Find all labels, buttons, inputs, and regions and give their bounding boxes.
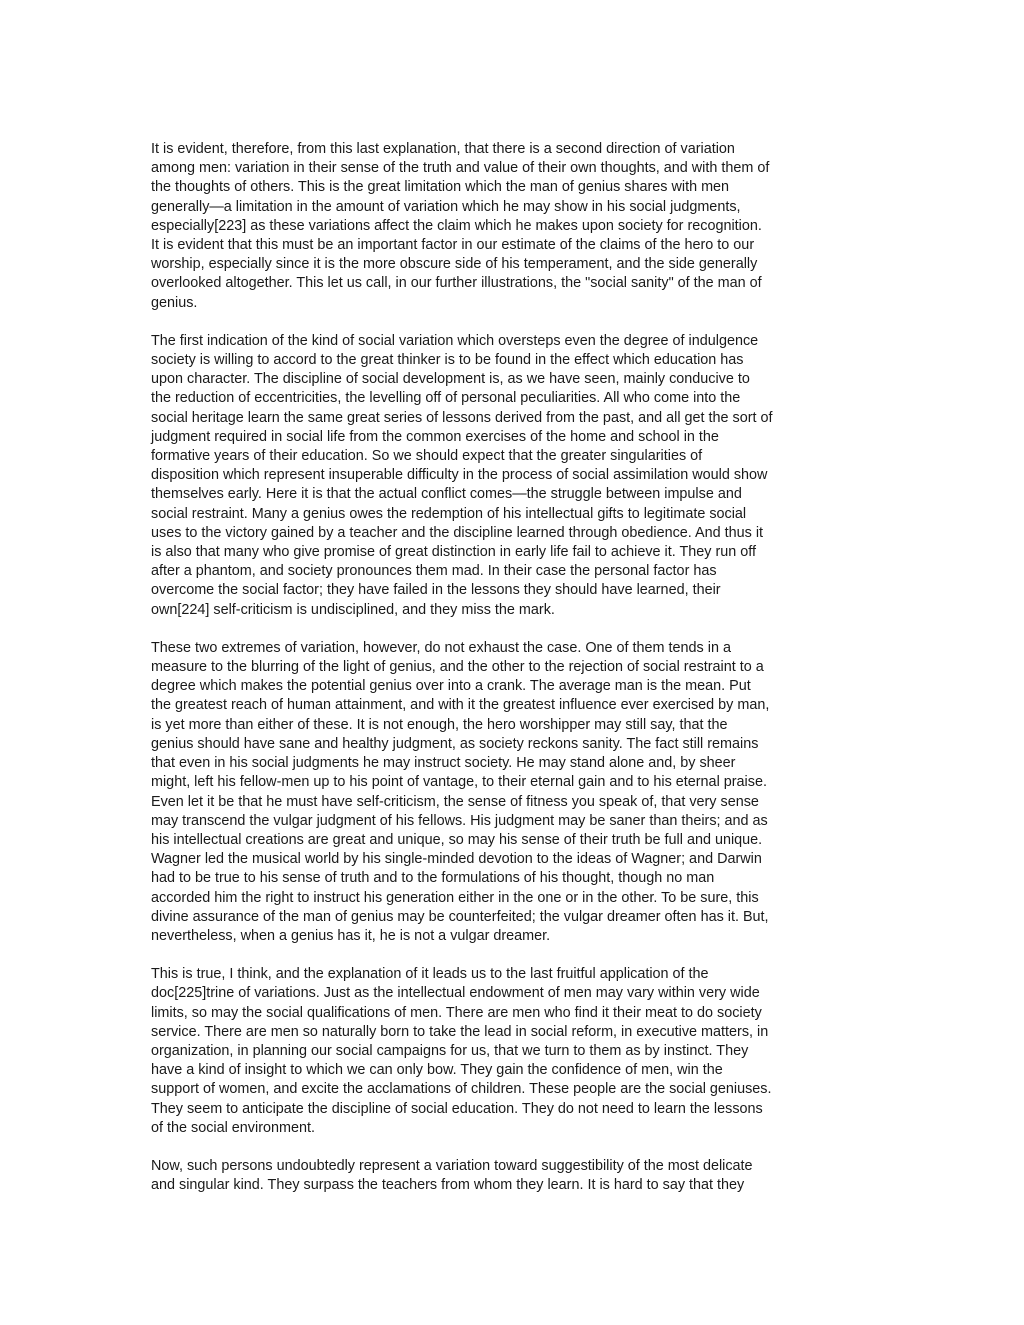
text-line: may transcend the vulgar judgment of his fellows. His judgment may be saner than theirs; and as (151, 812, 768, 829)
text-line: It is evident, therefore, from this last explanation, that there is a second direction of variation (151, 141, 735, 157)
document-body (151, 140, 881, 1214)
text-line: the thoughts of others. This is the great limitation which the man of genius shares with men (151, 179, 730, 196)
text-line: genius should have sane and healthy judgment, as society reckons sanity. The fact still remains (151, 735, 759, 752)
text-line: genius. (151, 294, 198, 311)
text-line: Even let it be that he must have self-criticism, the sense of fitness you speak of, that very sense (151, 793, 759, 810)
text-line: his intellectual creations are great and unique, so may his sense of their truth be full and unique. (151, 831, 763, 848)
text-line: organization, in planning our social campaigns for us, that we turn to them as by instinct. They (151, 1042, 749, 1059)
text-line: The first indication of the kind of social variation which oversteps even the degree of indulgence (151, 332, 759, 349)
text-line: support of women, and excite the acclamations of children. These people are the social geniuses. (151, 1081, 772, 1098)
text-line: judgment required in social life from the common exercises of the home and school in the (151, 428, 719, 445)
text-line: social heritage learn the same great series of lessons derived from the past, and all get the sort of (151, 409, 773, 426)
paragraph (151, 1157, 881, 1195)
text-line: among men: variation in their sense of the truth and value of their own thoughts, and with them of (151, 160, 770, 177)
text-line: had to be true to his sense of truth and to the formulations of his thought, though no man (151, 870, 715, 887)
text-line: nevertheless, when a genius has it, he is not a vulgar dreamer. (151, 927, 551, 944)
paragraph (151, 965, 881, 1138)
text-line: doc[225]trine of variations. Just as the intellectual endowment of men may vary within very wide (151, 985, 760, 1002)
text-line: Now, such persons undoubtedly represent a variation toward suggestibility of the most delicate (151, 1157, 753, 1174)
text-line: worship, especially since it is the more obscure side of his temperament, and the side generally (151, 256, 758, 273)
text-line: They seem to anticipate the discipline of social education. They do not need to learn the lessons (151, 1100, 763, 1117)
text-line: the greatest reach of human attainment, and with it the greatest influence ever exercised by man, (151, 697, 770, 714)
text-line: service. There are men so naturally born to take the lead in social reform, in executive matters, in (151, 1023, 769, 1040)
text-line: It is evident that this must be an important factor in our estimate of the claims of the hero to our (151, 237, 755, 254)
text-line: might, left his fellow-men up to his point of vantage, to their eternal gain and to his eternal praise. (151, 774, 767, 791)
text-line: This is true, I think, and the explanation of it leads us to the last fruitful application of the (151, 966, 709, 983)
text-line: divine assurance of the man of genius may be counterfeited; the vulgar dreamer often has it. But, (151, 908, 769, 925)
text-line: especially[223] as these variations affect the claim which he makes upon society for recognition. (151, 217, 762, 234)
text-line: overlooked altogether. This let us call, in our further illustrations, the "social sanity" of the man of (151, 275, 762, 292)
text-line: disposition which represent insuperable difficulty in the process of social assimilation would show (151, 467, 768, 484)
text-line: after a phantom, and society pronounces them mad. In their case the personal factor has (151, 563, 717, 580)
text-line: generally—a limitation in the amount of variation which he may show in his social judgments, (151, 198, 741, 215)
text-line: and singular kind. They surpass the teachers from whom they learn. It is hard to say that they (151, 1177, 745, 1194)
text-line: formative years of their education. So we should expect that the greater singularities of (151, 448, 703, 465)
text-line: accorded him the right to instruct his generation either in the one or in the other. To be sure, this (151, 889, 759, 906)
text-line: is also that many who give promise of great distinction in early life fail to achieve it. They run off (151, 544, 756, 561)
text-line: upon character. The discipline of social development is, as we have seen, mainly conducive to (151, 371, 750, 388)
text-line: is yet more than either of these. It is not enough, the hero worshipper may still say, that the (151, 716, 728, 733)
text-line: Wagner led the musical world by his single-minded devotion to the ideas of Wagner; and Darwin (151, 851, 762, 868)
paragraph (151, 332, 881, 620)
text-line: social restraint. Many a genius owes the redemption of his intellectual gifts to legitimate social (151, 505, 747, 522)
text-line: measure to the blurring of the light of genius, and the other to the rejection of social restraint to a (151, 659, 764, 676)
text-line: have a kind of insight to which we can only bow. They gain the confidence of men, win the (151, 1062, 723, 1079)
text-line: themselves early. Here it is that the actual conflict comes—the struggle between impulse and (151, 486, 742, 503)
text-line: the reduction of eccentricities, the levelling off of personal peculiarities. All who come into the (151, 390, 741, 407)
paragraph (151, 639, 881, 946)
paragraph (151, 140, 881, 313)
text-line: limits, so may the social qualifications of men. There are men who find it their meat to do society (151, 1004, 762, 1021)
text-line: overcome the social factor; they have failed in the lessons they should have learned, their (151, 582, 721, 599)
text-line: degree which makes the potential genius over into a crank. The average man is the mean. Put (151, 678, 751, 695)
text-line: own[224] self-criticism is undisciplined, and they miss the mark. (151, 601, 555, 618)
text-line: These two extremes of variation, however, do not exhaust the case. One of them tends in a (151, 639, 731, 656)
text-line: uses to the victory gained by a teacher and the discipline learned through obedience. And thus it (151, 524, 764, 541)
text-line: society is willing to accord to the great thinker is to be found in the effect which education has (151, 352, 744, 369)
text-line: of the social environment. (151, 1119, 315, 1136)
text-line: that even in his social judgments he may instruct society. He may stand alone and, by sheer (151, 755, 736, 772)
